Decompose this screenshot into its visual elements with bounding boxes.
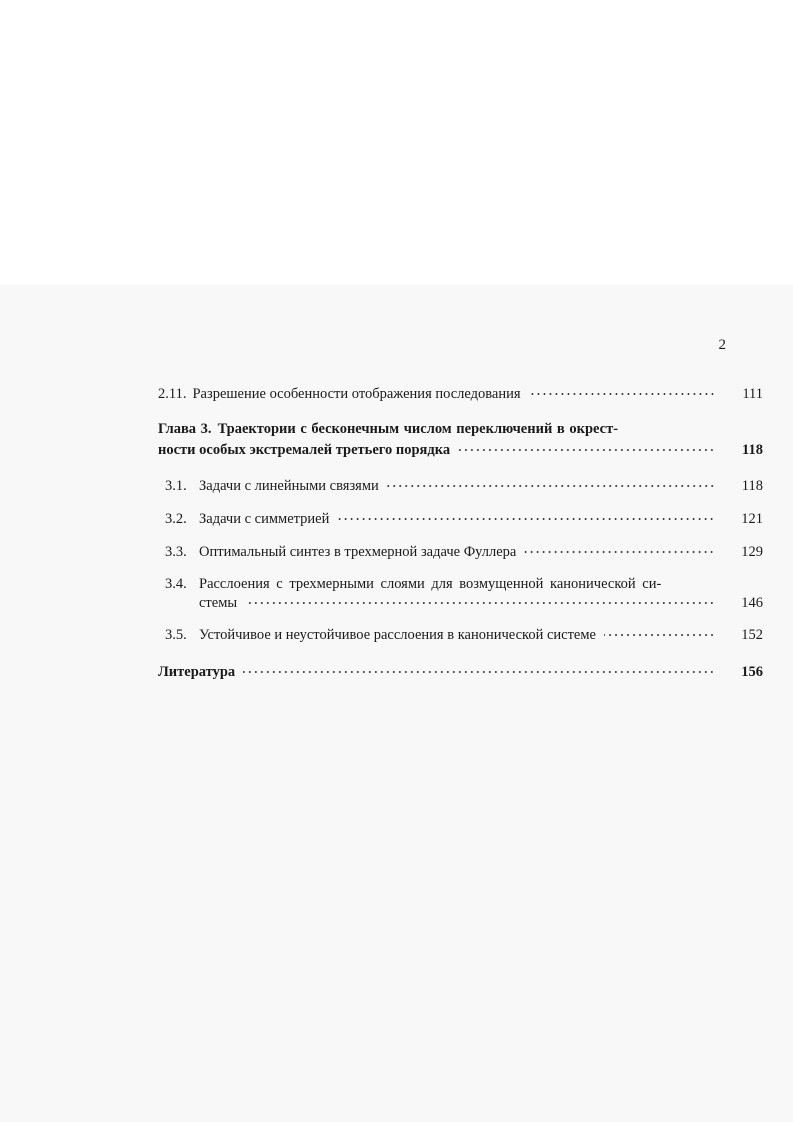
toc-entry-2-11[interactable] (158, 385, 763, 404)
chapter-title-line2: ности особых экстремалей третьего порядка (158, 442, 451, 458)
references-title: Литература (158, 664, 236, 680)
dot-leader (458, 449, 715, 451)
dot-leader (529, 393, 715, 395)
dot-leader (337, 518, 715, 520)
section-number: 3.2. (165, 511, 187, 527)
section-title-line2: стемы (199, 595, 238, 611)
dot-leader (243, 671, 715, 673)
dot-leader (604, 634, 715, 636)
section-title: Задачи с симметрией (199, 511, 330, 527)
toc-entry-3-1[interactable] (165, 477, 763, 496)
dot-leader (524, 551, 715, 553)
page-ref: 118 (742, 442, 763, 458)
toc-chapter-3-line2[interactable] (158, 441, 763, 460)
toc-references[interactable] (158, 663, 763, 682)
toc-entry-3-3[interactable] (165, 543, 763, 562)
dot-leader (387, 485, 715, 487)
section-number: 3.5. (165, 627, 187, 643)
chapter-title-line1: Траектории с бесконечным числом переключений в окрест- (217, 421, 619, 437)
toc-entry-3-5[interactable] (165, 626, 763, 645)
page-ref: 146 (741, 595, 763, 611)
section-number: 3.1. (165, 478, 187, 494)
page-ref: 152 (741, 627, 763, 643)
section-number: 3.4. (165, 576, 187, 592)
toc-entry-3-4-line1[interactable] (165, 575, 763, 594)
page-ref: 118 (741, 478, 763, 494)
page-ref: 111 (742, 386, 763, 402)
section-title: Устойчивое и неустойчивое расслоения в канонической системе (199, 627, 596, 643)
toc-entry-3-4-line2[interactable] (199, 594, 763, 613)
toc-entry-3-2[interactable] (165, 510, 763, 529)
toc-chapter-3-line1[interactable] (158, 420, 763, 439)
section-title: Задачи с линейными связями (199, 478, 379, 494)
chapter-label: Глава 3. (158, 421, 212, 437)
section-title: Оптимальный синтез в трехмерной задаче Фуллера (199, 544, 517, 560)
section-title: Разрешение особенности отображения последования (192, 386, 521, 402)
dot-leader (245, 602, 715, 604)
page-ref: 129 (741, 544, 763, 560)
section-title-line1: Расслоения с трехмерными слоями для возмущенной канонической си- (199, 576, 662, 592)
page-ref: 156 (741, 664, 763, 680)
section-number: 2.11. (158, 386, 187, 402)
page-number: 2 (718, 337, 726, 353)
section-number: 3.3. (165, 544, 187, 560)
page-ref: 121 (741, 511, 763, 527)
scanned-page-area (0, 285, 793, 1122)
